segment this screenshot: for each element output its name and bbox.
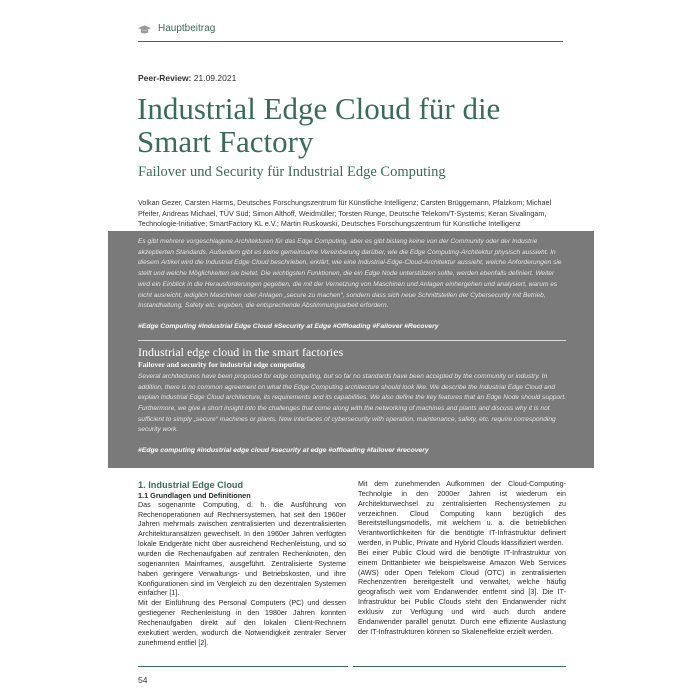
peer-review-line [138, 73, 236, 83]
body-paragraph: Das sogenannte Computing, d. h. die Ausführung von Rechenoperationen auf Rechnersystemen, hat seit den 1960er Jahren mehrmals zwischen zentralisierten und dezentralisierten Architekturansätzen gewechselt. In den 1960er Jahren verfügten lokale Endgeräte nicht über ausreichend Rechenleistung, und so wurden die Rechenaufgaben auf zentralen Rechenknoten, den sogenannten Mainframes, ausgeführt. Zentralisierte Systeme haben geringere Verwaltungs- und Betriebskosten, und ihre Konfigurationen sind im Vergleich zu den dezentralen Systemen einfacher [1]. [138, 500, 346, 598]
section-header [138, 22, 563, 42]
body-paragraph: Mit der Einführung des Personal Computers (PC) und dessen gestiegener Rechenleistung in den 1980er Jahren konnten Rechenaufgaben direkt auf den lokalen Client-Rechnern exekutiert werden, wodurch die Notwendigkeit zentraler Server zunehmend entfiel [2]. [138, 599, 346, 647]
section-label: Hauptbeitrag [158, 23, 216, 34]
article-title: Industrial Edge Cloud für die Smart Factory [137, 91, 501, 159]
keywords-english: #Edge computing #industrial edge cloud #security at edge #offloading #failover #recovery [138, 447, 429, 455]
english-title: Industrial edge cloud in the smart factories [138, 344, 344, 359]
peer-review-date: 21.09.2021 [193, 73, 237, 83]
footer-rule-left [138, 666, 348, 667]
abstract-divider [138, 340, 566, 341]
body-column-right [358, 480, 566, 638]
author-list: Volkan Gezer, Carsten Harms, Deutsches Forschungszentrum für Künstliche Intelligenz; Carsten Brüggemann, Pfalzkom; Michael Pfeifer, Andreas Michael, TÜV Süd; Simon Althoff, Weidmüller; Torsten Runge, Deutsche Telekom/T-Systems; Keran Sivalingam, Technologie-Initiative; SmartFactory KL e.V.; Martin Ruskowski, Deutsches Forschungszentrum für Künstliche Intelligenz [138, 198, 552, 229]
abstract-german: Es gibt mehrere vorgeschlagene Architekturen für das Edge Computing, aber es gibt bislang keine von der Community oder der Industrie akzeptierten Standards. Außerdem gibt es keine gemeinsame Vereinbarung darüber, wie die Edge Computing-Architektur physisch aussieht. In diesem Artikel wird die Industrial Edge Cloud beschrieben, erklärt, wie eine Industrial-Edge-Cloud-Architektur aussieht, welche Anforderungen sie stellt und welche Möglichkeiten sie bietet. Die wichtigsten Funktionen, die ein Edge Node unterstützen sollte, werden ebenfalls definiert. Weiter wird ein Einblick in die Herausforderungen gegeben, die mit der Vernetzung von Maschinen und Anlagen einhergehen und analysiert, warum es nicht ausreicht, lediglich Maschinen oder Anlagen „secure zu machen“, sondern dass sich neue Schnittstellen der Cybersecurity mit Betrieb, Instandhaltung, Safety etc. ergeben, die entsprechende Abstimmungsarbeit erfordern. [138, 238, 562, 310]
article-subtitle: Failover und Security für Industrial Edge Computing [138, 164, 446, 180]
english-subtitle: Failover and security for industrial edge computing [138, 359, 305, 369]
keywords-german: #Edge Computing #Industrial Edge Cloud #Security at Edge #Offloading #Failover #Recovery [138, 322, 439, 330]
subsection-heading: 1.1 Grundlagen und Definitionen [138, 491, 251, 500]
footer-rule-right [353, 666, 566, 667]
body-column-left [138, 480, 346, 648]
graduation-cap-icon [138, 25, 151, 35]
section-heading: 1. Industrial Edge Cloud [138, 480, 244, 490]
body-paragraph: Bei einer Public Cloud wird die benötigte IT-Infrastruktur von einem Drittanbieter wie beispielsweise Amazon Web Services (AWS) oder Open Telekom Cloud (OTC) in zentralisierten Rechenzentren bereitgestellt und verwaltet, welche häufig geografisch weit vom Endanwender entfernt sind [3]. Die IT-Infrastruktur bei Public Clouds steht den Endanwender nicht exklusiv zur Verfügung und wird auch durch andere Endanwender parallel genutzt. Durch eine effiziente Auslastung der IT-Infrastrukturen können so Skaleneffekte erzielt werden. [358, 548, 566, 636]
body-paragraph: Mit dem zunehmenden Aufkommen der Cloud-Computing-Technolgie in den 2000er Jahren ist wiederum ein Architekturwechsel zu zentralisierten Rechensystemen zu verzeichnen. Cloud Computing kann bezüglich des Bereitstellungsmodells, mit welchem u. a. die betrieblichen Verantwortlichkeiten für die benötigte IT-Infrastruktur definiert werden, in Public, Private and Hybrid Clouds klassifiziert werden. [358, 480, 566, 548]
abstract-box [108, 231, 594, 468]
header-rule [138, 41, 563, 42]
page-number: 54 [138, 675, 148, 685]
abstract-english: Several architectures have been proposed for edge computing, but so far no standards have been accepted by the community or industry. In addition, there is no common agreement on what the Edge Computing architecture should look like. We describe the Industrial Edge Cloud and explain Industrial Edge Cloud architecture, its requirements and its capabilities. We also define the key features that an Edge Node should support. Furthermore, we give a short insight into the challenges that come along with the networking of machines and plants and discuss why it is not sufficient to simply „secure“ machines or plants. New interfaces of cybersecurity with operation, maintenance, safety, etc. require corresponding security work. [138, 372, 566, 434]
peer-review-label: Peer-Review: [138, 73, 192, 83]
